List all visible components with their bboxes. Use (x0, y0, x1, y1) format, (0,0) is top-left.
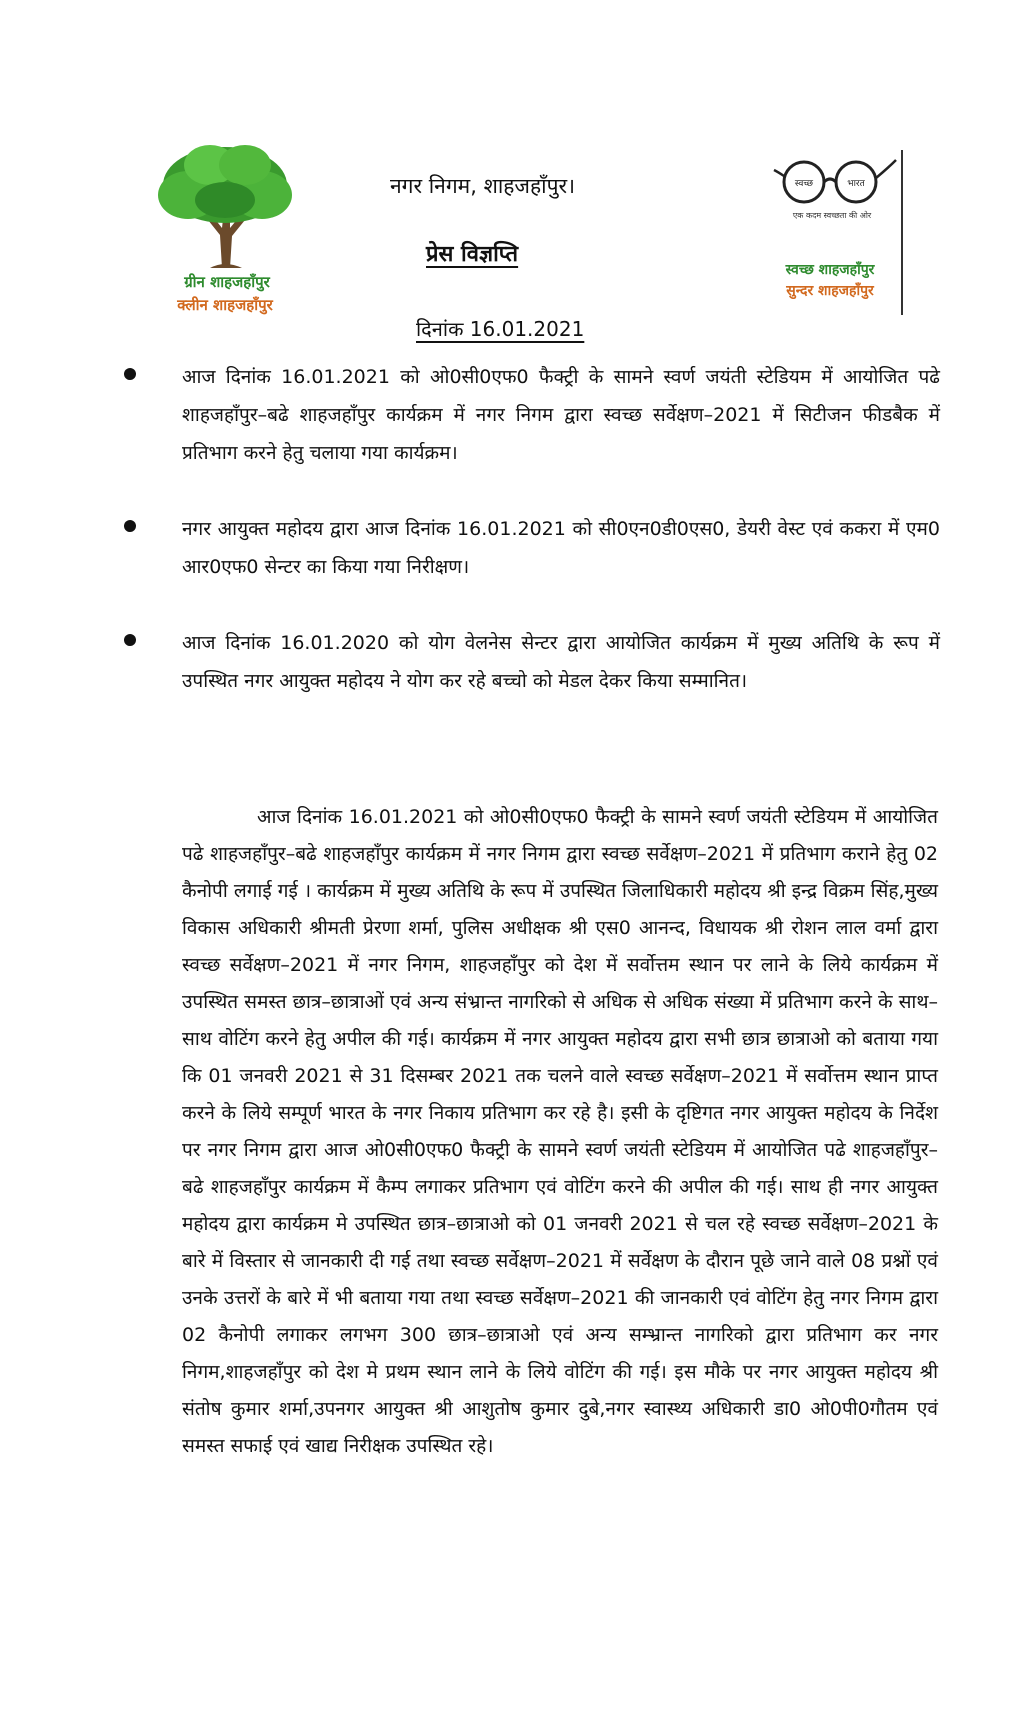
list-item (120, 510, 940, 586)
list-item (120, 358, 940, 472)
swachh-bharat-logo (770, 158, 930, 318)
bullet-icon (124, 368, 136, 380)
logo-caption-swachh: स्वच्छ शाहजहाँपुर (785, 262, 875, 278)
spectacles-icon (770, 158, 900, 213)
body-paragraph: आज दिनांक 16.01.2021 को ओ0सी0एफ0 फैक्ट्री के सामने स्वर्ण जयंती स्टेडियम में आयोजित पढे शाहजहाँपुर–बढे शाहजहाँपुर कार्यक्रम में नगर निगम द्वारा स्वच्छ सर्वेक्षण–2021 में प्रतिभाग कराने हेतु 02 कैनोपी लगाई गई । कार्यक्रम में मुख्य अतिथि के रूप में उपस्थित जिलाधिकारी महोदय श्री इन्द्र विक्रम सिंह,मुख्य विकास अधिकारी श्रीमती प्रेरणा शर्मा, पुलिस अधीक्षक श्री एस0 आनन्द, विधायक श्री रोशन लाल वर्मा द्वारा स्वच्छ सर्वेक्षण–2021 में नगर निगम, शाहजहाँपुर को देश में सर्वोत्तम स्थान पर लाने के लिये कार्यक्रम में उपस्थित समस्त छात्र–छात्राओं एवं अन्य संभ्रान्त नागरिको से अधिक से अधिक संख्या में प्रतिभाग करने के साथ–साथ वोटिंग करने हेतु अपील की गई। कार्यक्रम में नगर आयुक्त महोदय द्वारा सभी छात्र छात्राओ को बताया गया कि 01 जनवरी 2021 से 31 दिसम्बर 2021 तक चलने वाले स्वच्छ सर्वेक्षण–2021 में सर्वोत्तम स्थान प्राप्त करने के लिये सम्पूर्ण भारत के नगर निकाय प्रतिभाग कर रहे है। इसी के दृष्टिगत नगर आयुक्त महोदय के निर्देश पर नगर निगम द्वारा आज ओ0सी0एफ0 फैक्ट्री के सामने स्वर्ण जयंती स्टेडियम में आयोजित पढे शाहजहाँपुर–बढे शाहजहाँपुर कार्यक्रम में कैम्प लगाकर प्रतिभाग एवं वोटिंग करने की अपील की गई। साथ ही नगर आयुक्त महोदय द्वारा कार्यक्रम मे उपस्थित छात्र–छात्राओ को 01 जनवरी 2021 से चल रहे स्वच्छ सर्वेक्षण–2021 के बारे में विस्तार से जानकारी दी गई तथा स्वच्छ सर्वेक्षण–2021 में सर्वेक्षण के दौरान पूछे जाने वाले 08 प्रश्नों एवं उनके उत्तरों के बारे में भी बताया गया तथा स्वच्छ सर्वेक्षण–2021 की जानकारी एवं वोटिंग हेतु नगर निगम द्वारा 02 कैनोपी लगाकर लगभग 300 छात्र–छात्राओ एवं अन्य सम्भ्रान्त नागरिको द्वारा प्रतिभाग कर नगर निगम,शाहजहाँपुर को देश मे प्रथम स्थान लाने के लिये वोटिंग की गई। इस मौके पर नगर आयुक्त महोदय श्री संतोष कुमार शर्मा,उपनगर आयुक्त श्री आशुतोष कुमार दुबे,नगर स्वास्थ्य अधिकारी डा0 ओ0पी0गौतम एवं समस्त सफाई एवं खाद्य निरीक्षक उपस्थित रहे। (182, 806, 938, 1457)
list-item (120, 624, 940, 700)
lens-left-text: स्वच्छ (794, 179, 814, 189)
org-title: नगर निगम, शाहजहाँपुर। (390, 174, 576, 198)
bullet-list (120, 358, 940, 738)
lens-right-text: भारत (847, 179, 865, 189)
tree-icon (150, 140, 300, 270)
logo-caption-sundar: सुन्दर शाहजहाँपुर (786, 283, 874, 299)
header-divider (901, 150, 903, 315)
bullet-icon (124, 634, 136, 646)
page-title: प्रेस विज्ञप्ति (426, 242, 519, 267)
logo-caption-clean: क्लीन शाहजहाँपुर (177, 296, 273, 314)
bullet-text: आज दिनांक 16.01.2020 को योग वेलनेस सेन्टर द्वारा आयोजित कार्यक्रम में मुख्य अतिथि के रूप में उपस्थित नगर आयुक्त महोदय ने योग कर रहे बच्चो को मेडल देकर किया सम्मानित। (182, 632, 940, 692)
bullet-text: नगर आयुक्त महोदय द्वारा आज दिनांक 16.01.2021 को सी0एन0डी0एस0, डेयरी वेस्ट एवं ककरा में एम0 आर0एफ0 सेन्टर का किया गया निरीक्षण। (182, 518, 940, 578)
logo-tagline: एक कदम स्वच्छता की ओर (792, 211, 872, 220)
logo-caption-green: ग्रीन शाहजहाँपुर (184, 273, 270, 291)
bullet-text: आज दिनांक 16.01.2021 को ओ0सी0एफ0 फैक्ट्री के सामने स्वर्ण जयंती स्टेडियम में आयोजित पढे शाहजहाँपुर–बढे शाहजहाँपुर कार्यक्रम में नगर निगम द्वारा स्वच्छ सर्वेक्षण–2021 में सिटीजन फीडबैक में प्रतिभाग करने हेतु चलाया गया कार्यक्रम। (182, 366, 940, 464)
bullet-icon (124, 520, 136, 532)
green-shahjahanpur-logo (150, 140, 300, 315)
release-date: दिनांक 16.01.2021 (416, 317, 585, 341)
